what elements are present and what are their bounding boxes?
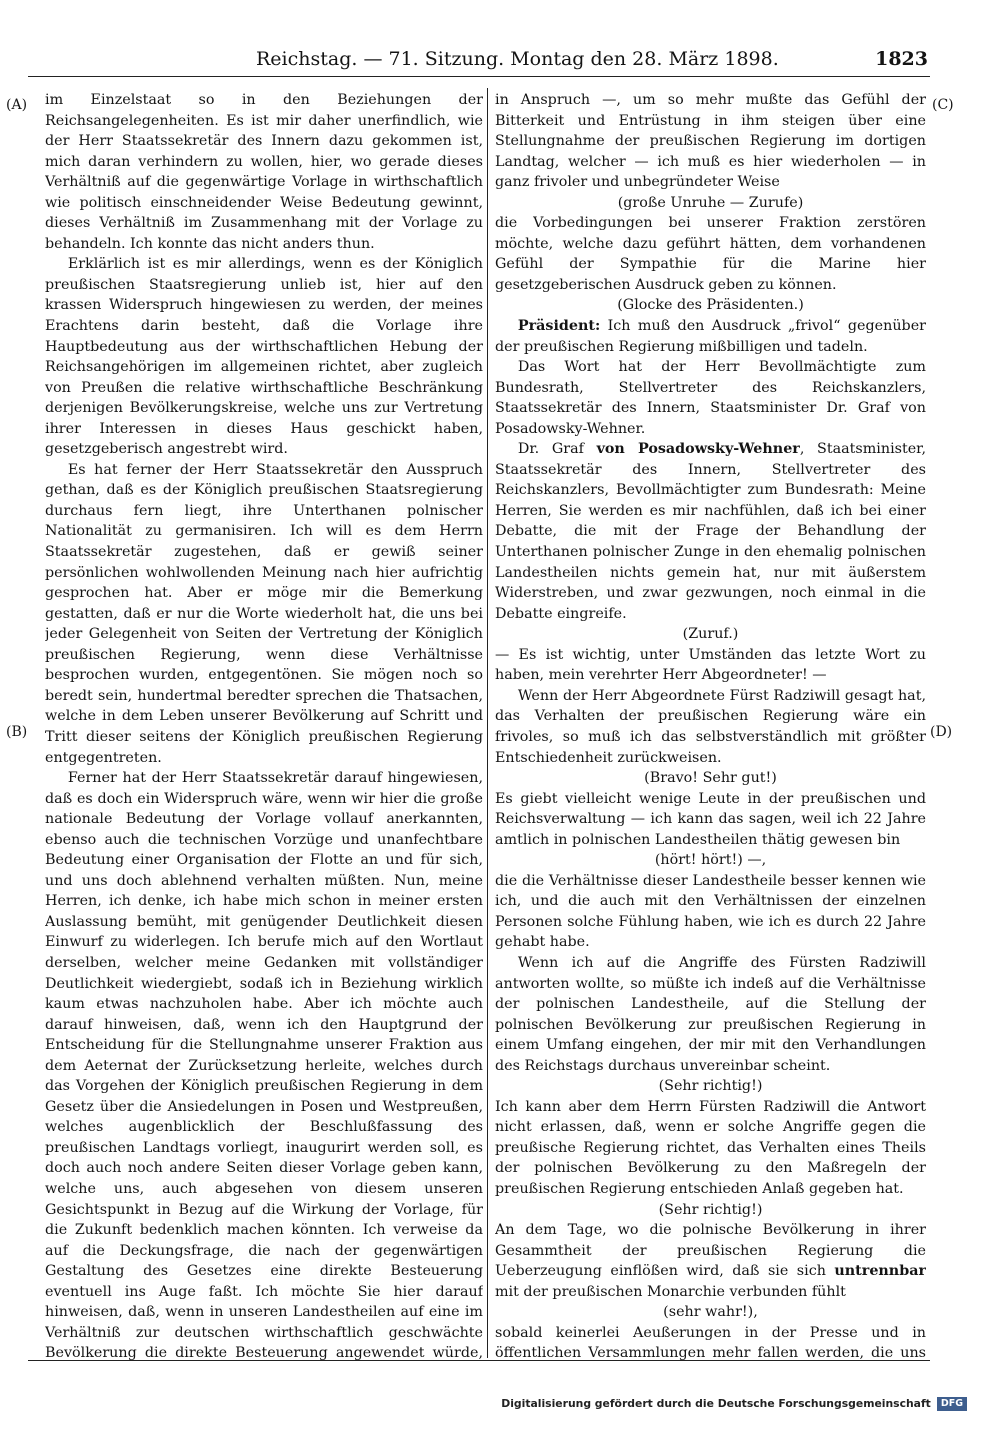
header-rule [28,76,930,77]
footer-rule [28,1360,930,1361]
right-paragraph-5: Wenn der Herr Abgeordnete Fürst Radziwill gesagt hat, das Verhalten der preußischen Regierung wäre ein frivoles, so muß ich das selbstverständlich mit größter Entschiedenheit zurückweisen. [495,687,926,766]
right-paragraph-8: Wenn ich auf die Angriffe des Fürsten Radziwill antworten wollte, so müßte ich indeß auf die Verhältnisse der polnischen Landestheile, auf die Stellung der polnischen Bevölkerung zur preußischen Regierung in einem Umfang eingehen, der mir mit den Verhandlungen des Reichstags durchaus unvereinbar scheint. [495,954,926,1074]
margin-letter-b: (B) [6,724,28,740]
right-paragraph-10 [495,1220,926,1302]
right-paragraph-6: Es giebt vielleicht wenige Leute in der preußischen und Reichsverwaltung — ich kann das sagen, weil ich 22 Jahre amtlich in polnischen Landestheilen thätig gewesen bin [495,790,926,848]
speaker-text: , Staatsminister, Staatssekretär des Innern, Stellvertreter des Reichskanzlers, Bevollmächtigter zum Bundesrath: Meine Herren, Sie werden es mir nachfühlen, daß ich bei einer Debatte, die mit der Frage der Behandlung der Unterthanen polnischer Zunge in den ehemalig polnischen Landestheilen nichts gemein hat, nur mit äußerstem Widerstreben, und zwar gezwungen, noch einmal in die Debatte eingreife. [495,441,926,622]
interjection-very-right-1: (Sehr richtig!) [658,1078,763,1095]
right-paragraph-11 [495,1323,926,1360]
right-paragraph-3: Das Wort hat der Herr Bevollmächtigte zum Bundesrath, Stellvertreter des Reichskanzlers, Staatssekretär des Innern, Staatsminister Dr. Graf von Posadowsky-Wehner. [495,359,926,437]
margin-letter-a: (A) [6,97,28,113]
left-paragraph-4: Ferner hat der Herr Staatssekretär darauf hingewiesen, daß es doch ein Widerspruch wäre, wenn wir hier die große nationale Bedeutung der Vorlage vollauf anerkannten, ebenso auch die technischen Vorzüge und unanfechtbare Bedeutung einer Organisation der Flotte an und für sich, und uns doch ablehnend verhalten müßten. Nun, meine Herren, ich denke, ich habe mich schon in meiner ersten Auslassung bemüht, mit genügender Deutlichkeit diesen Einwurf zu widerlegen. Ich berufe mich auf den Wortlaut derselben, welcher meine Gedanken mit vollständiger Deutlichkeit wiedergiebt, sodaß ich in Beziehung wirklich kaum etwas nachzuholen habe. Aber ich möchte auch darauf hinweisen, daß, wenn ich den Hauptgrund der Entscheidung für die Stellungnahme unserer Fraktion aus dem Aeternat der Zurücksetzung herleite, welches durch das Vorgehen der Königlich preußischen Regierung in dem Gesetz über die Ansiedelungen in Posen und Westpreußen, welches augenblicklich der Beschlußfassung des preußischen Landtags vorliegt, inaugurirt werden soll, es doch auch noch andere Seiten dieser Vorlage geben kann, welche uns, auch abgesehen von diesem unseren Gesichtspunkt in Bezug auf die Wirkung der Vorlage, für die Zukunft bedenklich machen könnten. Ich verweise da auf die Deckungsfrage, die nach der gegenwärtigen Gestaltung des Gesetzes eine direkte Besteuerung eventuell ins Auge faßt. Ich möchte Sie hier darauf hinweisen, daß, wenn in unseren Landestheilen auf eine im Verhältniß zur deutschen wirthschaftlich geschwächte Bevölkerung die direkte Besteuerung angewendet würde, [45,770,483,1360]
left-column [45,90,483,1360]
right-paragraph-1: in Anspruch —, um so mehr mußte das Gefühl der Bitterkeit und Entrüstung in ihm steigen über eine Stellungnahme der preußischen Regierung im dortigen Landtag, welcher — ich muß es hier wiederholen — in ganz frivoler und unbegründeter Weise [495,92,926,191]
credit-text: Digitalisierung gefördert durch die Deutsche Forschungsgemeinschaft [501,1397,931,1410]
right-paragraph-7: die die Verhältnisse dieser Landestheile besser kennen wie ich, und die auch mit den Verhältnissen der einzelnen Personen solche Fühlung haben, wie ich es durch 22 Jahre gehabt habe. [495,872,926,951]
paragraph-11-part-a: sobald keinerlei Aeußerungen in der Presse und in öffentlichen Versammlungen mehr fallen werden, die uns [495,1324,926,1360]
interjection-bravo: (Bravo! Sehr gut!) [644,770,777,787]
dfg-logo: DFG [937,1397,967,1411]
right-column [495,90,926,1360]
page-number: 1823 [875,48,928,70]
speaker-name: von Posadowsky-Wehner [596,441,800,458]
left-paragraph-1: im Einzelstaat so in den Beziehungen der Reichsangelegenheiten. Es ist mir daher unerfindlich, wie der Herr Staatssekretär des Innern dazu gekommen ist, mich daran verhindern zu wollen, hier, wo gerade dieses Verhältniß auf die gegenwärtige Vorlage in wirthschaftlich wie politisch einschneidender Weise Bedeutung gewinnt, dieses Verhältniß im Zusammenhang mit der Vorlage zu behandeln. Ich konnte das nicht anders thun. [45,92,483,252]
speaker-statement [495,439,926,624]
interjection-very-right-2: (Sehr richtig!) [658,1201,763,1218]
interjection-call: (Zuruf.) [682,626,739,643]
running-title: Reichstag. — 71. Sitzung. Montag den 28. März 1898. [256,48,779,70]
interjection-hear: (hört! hört!) —, [654,852,767,869]
speaker-prefix: Dr. Graf [517,441,597,458]
president-statement [495,316,926,357]
margin-letter-c: (C) [932,97,954,113]
left-paragraph-2: Erklärlich ist es mir allerdings, wenn es der Königlich preußischen Staatsregierung unlieb ist, hier auf den krassen Widerspruch hingewiesen zu werden, der meines Erachtens darin besteht, daß die Vorlage ihre Hauptbedeutung aus der wirthschaftlichen Hebung der Reichsangehörigen im allgemeinen richtet, aber zugleich von Preußen die relative wirthschaftliche Beschränkung derjenigen Bevölkerungskreise, welche uns zur Vertretung ihrer Interessen in dieses Haus geschickt haben, gesetzgeberisch angestrebt wird. [45,256,483,458]
president-label: Präsident: [517,318,601,335]
paragraph-10-part-a: An dem Tage, wo die polnische Bevölkerung in ihrer Gesammtheit der preußischen Regierung die Ueberzeugung einflößen wird, daß sie sich [495,1222,926,1280]
column-divider [487,88,488,1358]
interjection-very-true: (sehr wahr!), [663,1304,758,1321]
left-paragraph-3: Es hat ferner der Herr Staatssekretär den Ausspruch gethan, daß es der Königlich preußischen Staatsregierung durchaus fern liegt, ihre Unterthanen polnischer Nationalität zu germanisiren. Ich will es dem Herrn Staatssekretär zugestehen, daß er gewiß seiner persönlichen wohlwollenden Meinung nach hier aufrichtig gesprochen hat. Aber er möge mir die Bemerkung gestatten, daß er nur die Worte wiederholt hat, die uns bei jeder Gelegenheit von Seiten der Vertretung der Königlich preußischen Regierung, wenn diese Verhältnisse besprochen wurden, entgegentönen. Sie mögen noch so beredt sein, hundertmal beredter sprechen die Thatsachen, welche in dem Leben unserer Bevölkerung auf Schritt und Tritt dieser seitens der Königlich preußischen Regierung entgegentreten. [45,461,483,766]
right-paragraph-9: Ich kann aber dem Herrn Fürsten Radziwill die Antwort nicht erlassen, daß, wenn er solche Angriffe gegen die preußische Regierung richtet, das Verhalten eines Theils der polnischen Bevölkerung zu den Maßregeln der preußischen Regierung entschieden Anlaß gegeben hat. [495,1098,926,1197]
margin-letter-d: (D) [930,724,953,740]
right-paragraph-2: die Vorbedingungen bei unserer Fraktion zerstören möchte, welche dazu geführt hätten, dem vorhandenen Gefühl der Sympathie für die Marine hier gesetzgeberischen Ausdruck geben zu können. [495,215,926,293]
paragraph-10-part-c: mit der preußischen Monarchie verbunden fühlt [495,1283,846,1300]
interjection-bell: (Glocke des Präsidenten.) [617,297,804,314]
interjection-unrest: (große Unruhe — Zurufe) [617,194,804,211]
digitization-credit [501,1394,967,1414]
president-text: Ich muß den Ausdruck „frivol“ gegenüber der preußischen Regierung mißbilligen und tadeln. [495,318,926,355]
right-paragraph-4: — Es ist wichtig, unter Umständen das letzte Wort zu haben, mein verehrter Herr Abgeordneter! — [495,646,926,684]
page-header [28,44,928,74]
emphasis-untrennbar: untrennbar [834,1263,926,1280]
